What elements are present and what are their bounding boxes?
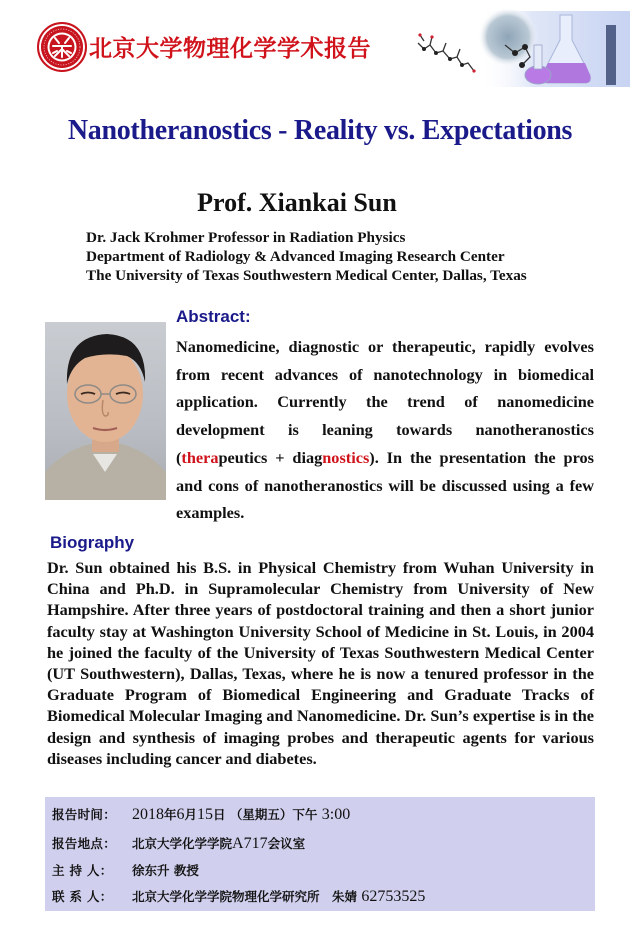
place-label: 报告地点： <box>52 836 117 851</box>
info-row-time <box>52 805 350 824</box>
poster-header <box>0 0 640 95</box>
peking-university-seal-icon <box>37 22 87 72</box>
contact-phone: 62753525 <box>361 888 426 905</box>
abstract-highlight-nostics: nostics <box>322 447 370 467</box>
biography-text: Dr. Sun obtained his B.S. in Physical Chemistry from Wuhan University in China and Ph.D. in Supramolecular Chemistry from University of New Hampshire. After three years of postdoctoral training and then a short junior faculty stay at Washington University School of Medicine in St. Louis, in 2004 he joined the faculty of the University of Texas Southwestern Medical Center (UT Southwestern), Dallas, Texas, where he is now a tenured professor in the Graduate Program of Biomedical Engineering and Graduate Tracks of Biomedical Molecular Imaging and Nanomedicine. Dr. Sun’s expertise is in the design and synthesis of imaging probes and therapeutic agents for various diseases including cancer and diabetes. <box>47 558 594 768</box>
affiliation-line: Department of Radiology & Advanced Imaging Research Center <box>86 248 505 265</box>
time-month-unit: 月 <box>184 807 198 822</box>
abstract-text-part: peutics + diag <box>218 447 323 467</box>
contact-value: 北京大学化学学院物理化学研究所 朱婧 <box>132 889 362 904</box>
host-value: 徐东升 教授 <box>132 863 199 878</box>
abstract-highlight-thera: thera <box>181 447 219 467</box>
info-row-place <box>52 834 305 853</box>
time-year: 2018 <box>132 806 164 823</box>
place-room-number: A717 <box>232 835 268 852</box>
time-clock: 3:00 <box>321 806 351 823</box>
portrait-illustration <box>45 322 166 500</box>
affiliation-line: The University of Texas Southwestern Medical Center, Dallas, Texas <box>86 267 527 284</box>
time-label: 报告时间： <box>52 807 117 822</box>
place-building: 北京大学化学学院 <box>132 836 233 851</box>
abstract-text <box>176 333 594 527</box>
seal-glyph-icon <box>39 24 85 70</box>
time-value <box>132 807 350 822</box>
time-weekday: 日 （星期五）下午 <box>213 807 322 822</box>
contact-label: 联 系 人： <box>52 889 113 904</box>
info-row-contact <box>52 887 425 906</box>
speaker-portrait-photo <box>45 322 166 500</box>
biography-heading: Biography <box>50 533 135 552</box>
place-room-name: 会议室 <box>267 836 306 851</box>
abstract-text-part: Nanomedicine, diagnostic or therapeutic, rapidly evolves from recent advances of nanotechnology in biomedical application. Currently the trend of nanomedicine development is leaning towards nanotheranostics ( <box>176 337 594 467</box>
time-year-unit: 年 <box>164 807 177 822</box>
talk-title: Nanotheranostics - Reality vs. Expectations <box>67 115 573 146</box>
affiliation-line: Dr. Jack Krohmer Professor in Radiation Physics <box>86 229 406 246</box>
organizer-title: 北京大学物理化学学术报告 <box>89 36 371 62</box>
chemistry-lab-banner-image <box>410 5 632 90</box>
time-day: 15 <box>197 806 214 823</box>
speaker-affiliations <box>86 228 527 285</box>
place-value <box>132 836 305 851</box>
speaker-name: Prof. Xiankai Sun <box>197 188 397 217</box>
host-label: 主 持 人： <box>52 863 113 878</box>
abstract-text-part: ). In the presentation the pros and cons of nanotheranostics will be discussed using a few examples. <box>176 447 594 523</box>
time-month: 6 <box>176 806 185 823</box>
event-info-box <box>45 797 595 911</box>
info-row-host <box>52 861 199 879</box>
abstract-heading: Abstract: <box>176 307 251 326</box>
